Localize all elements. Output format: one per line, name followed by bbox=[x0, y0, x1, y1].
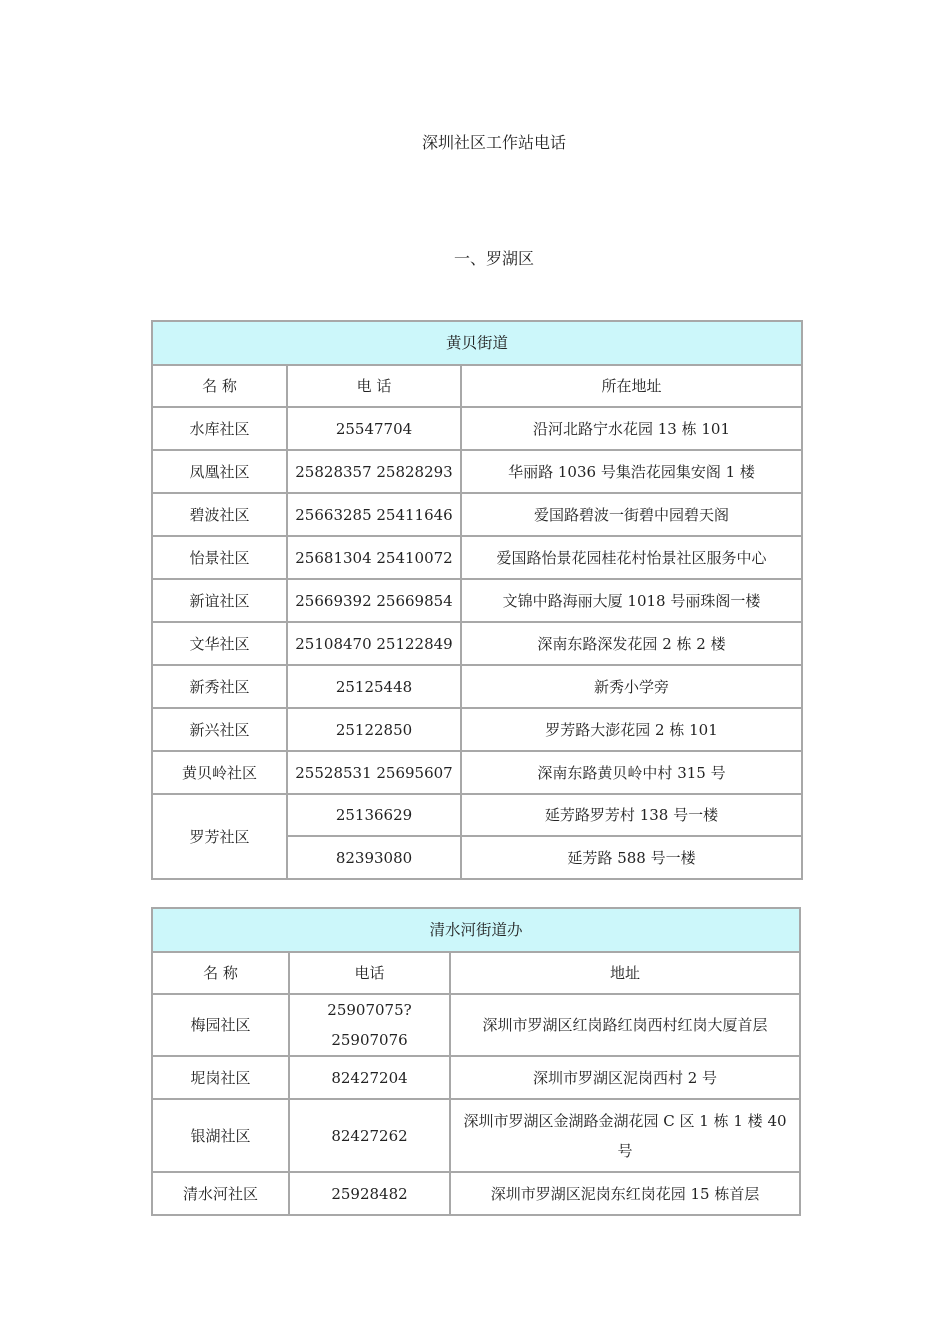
table-row bbox=[152, 536, 802, 579]
community-name: 新谊社区 bbox=[152, 579, 287, 622]
community-name: 新秀社区 bbox=[152, 665, 287, 708]
community-phone: 25669392 25669854 bbox=[287, 579, 461, 622]
street-name: 黄贝街道 bbox=[152, 321, 802, 365]
community-phone: 82427262 bbox=[289, 1099, 450, 1172]
community-phone: 25663285 25411646 bbox=[287, 493, 461, 536]
table-row bbox=[152, 579, 802, 622]
header-phone: 电话 bbox=[289, 952, 450, 994]
header-phone: 电 话 bbox=[287, 365, 461, 407]
community-name: 梅园社区 bbox=[152, 994, 289, 1056]
header-name: 名 称 bbox=[152, 365, 287, 407]
community-address: 延芳路罗芳村 138 号一楼 bbox=[461, 794, 802, 836]
community-phone: 25681304 25410072 bbox=[287, 536, 461, 579]
community-address: 深南东路深发花园 2 栋 2 楼 bbox=[461, 622, 802, 665]
community-name: 黄贝岭社区 bbox=[152, 751, 287, 794]
community-name: 碧波社区 bbox=[152, 493, 287, 536]
section-heading: 一、罗湖区 bbox=[453, 249, 534, 268]
community-phone: 25136629 bbox=[287, 794, 461, 836]
community-phone: 25122850 bbox=[287, 708, 461, 751]
table-row bbox=[152, 1099, 800, 1172]
community-name: 水库社区 bbox=[152, 407, 287, 450]
community-phone: 25828357 25828293 bbox=[287, 450, 461, 493]
community-address: 文锦中路海丽大厦 1018 号丽珠阁一楼 bbox=[461, 579, 802, 622]
community-phone: 82393080 bbox=[287, 836, 461, 879]
community-address: 爱国路怡景花园桂花村怡景社区服务中心 bbox=[461, 536, 802, 579]
qingshuihe-street-table bbox=[151, 907, 801, 1216]
community-address: 深圳市罗湖区泥岗西村 2 号 bbox=[450, 1056, 800, 1099]
community-name: 罗芳社区 bbox=[152, 794, 287, 879]
community-address: 延芳路 588 号一楼 bbox=[461, 836, 802, 879]
community-phone: 82427204 bbox=[289, 1056, 450, 1099]
table-row bbox=[152, 493, 802, 536]
community-address: 深圳市罗湖区红岗路红岗西村红岗大厦首层 bbox=[450, 994, 800, 1056]
community-name: 银湖社区 bbox=[152, 1099, 289, 1172]
table-row bbox=[152, 708, 802, 751]
table-row bbox=[152, 622, 802, 665]
table-row bbox=[152, 794, 802, 836]
community-address: 爱国路碧波一街碧中园碧天阁 bbox=[461, 493, 802, 536]
document-title: 深圳社区工作站电话 bbox=[421, 133, 566, 152]
community-phone: 25907075? 25907076 bbox=[289, 994, 450, 1056]
community-name: 文华社区 bbox=[152, 622, 287, 665]
table-row bbox=[152, 450, 802, 493]
header-name: 名 称 bbox=[152, 952, 289, 994]
community-address: 新秀小学旁 bbox=[461, 665, 802, 708]
community-name: 怡景社区 bbox=[152, 536, 287, 579]
community-phone: 25125448 bbox=[287, 665, 461, 708]
community-phone: 25108470 25122849 bbox=[287, 622, 461, 665]
community-phone: 25528531 25695607 bbox=[287, 751, 461, 794]
table-row bbox=[152, 751, 802, 794]
street-name: 清水河街道办 bbox=[152, 908, 800, 952]
huangbei-street-table bbox=[151, 320, 803, 880]
table-row bbox=[152, 1172, 800, 1215]
table-row bbox=[152, 1056, 800, 1099]
table-row bbox=[152, 665, 802, 708]
community-address: 深南东路黄贝岭中村 315 号 bbox=[461, 751, 802, 794]
table-row bbox=[152, 994, 800, 1056]
community-address: 深圳市罗湖区泥岗东红岗花园 15 栋首层 bbox=[450, 1172, 800, 1215]
community-name: 新兴社区 bbox=[152, 708, 287, 751]
community-name: 清水河社区 bbox=[152, 1172, 289, 1215]
table-row bbox=[152, 407, 802, 450]
community-phone: 25547704 bbox=[287, 407, 461, 450]
community-name: 凤凰社区 bbox=[152, 450, 287, 493]
header-address: 所在地址 bbox=[461, 365, 802, 407]
community-phone: 25928482 bbox=[289, 1172, 450, 1215]
community-address: 罗芳路大澎花园 2 栋 101 bbox=[461, 708, 802, 751]
community-address: 华丽路 1036 号集浩花园集安阁 1 楼 bbox=[461, 450, 802, 493]
community-address: 深圳市罗湖区金湖路金湖花园 C 区 1 栋 1 楼 40 号 bbox=[450, 1099, 800, 1172]
community-address: 沿河北路宁水花园 13 栋 101 bbox=[461, 407, 802, 450]
community-name: 坭岗社区 bbox=[152, 1056, 289, 1099]
header-address: 地址 bbox=[450, 952, 800, 994]
